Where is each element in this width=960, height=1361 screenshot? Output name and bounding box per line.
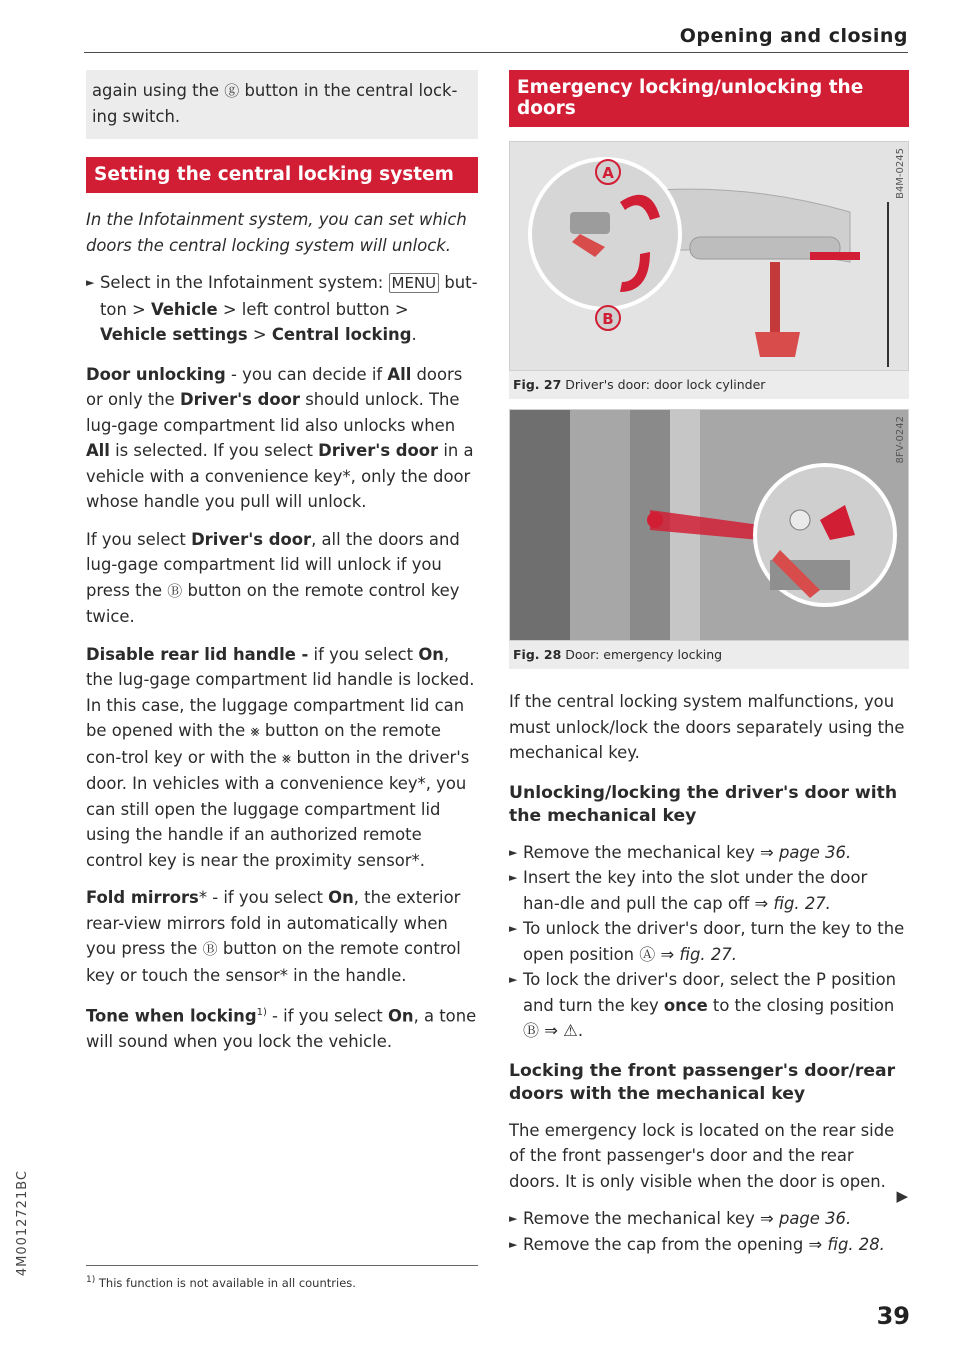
- passenger-door-subheading: Locking the front passenger's door/rear doors with the mechanical key: [509, 1060, 896, 1104]
- body-text: , the lug-gage compartment lid handle is locked. In this case, the luggage compartment lid can be opened with the: [86, 644, 475, 740]
- body-text: * - if you select: [198, 888, 329, 907]
- page-reference: ⇒ page 36.: [760, 1209, 852, 1228]
- fold-mirrors-paragraph: [86, 885, 478, 988]
- body-text: if you select: [308, 644, 419, 664]
- step-text: Remove the mechanical key: [523, 842, 760, 862]
- body-text: button in the driver's door. In vehicles with a convenience key*, you can still open the luggage compartment lid using the handle if an authorized remote control key is near the proximity sensor*.: [86, 747, 470, 870]
- menu-path-central-locking: Central locking: [271, 325, 412, 344]
- figure-label: Fig. 27: [513, 377, 562, 392]
- malfunction-intro: If the central locking system malfunctions, you must unlock/lock the doors separately using the mechanical key.: [509, 692, 905, 762]
- caption-text: Door: emergency locking: [565, 647, 723, 662]
- body-text: , all the doors and lug-gage compartment lid will unlock if you press the: [86, 529, 460, 600]
- body-text: , the exterior rear-view mirrors fold in automatically when you press the: [86, 888, 461, 958]
- section-title: Opening and closing: [679, 25, 908, 47]
- position-a-marker: Ⓐ: [639, 944, 656, 964]
- header-rule: [84, 52, 908, 53]
- drivers-door-subheading: Unlocking/locking the driver's door with the mechanical key: [509, 782, 898, 826]
- figure-28-caption: [509, 641, 909, 669]
- body-text: button on the remote control key twice.: [86, 580, 460, 626]
- footnote-text: This function is not available in all countries.: [98, 1275, 356, 1290]
- drivers-door-paragraph: [86, 527, 478, 630]
- step-text: To lock the driver's door, select the P position and turn the key: [523, 970, 896, 1015]
- figure-reference: ⇒ fig. 28.: [808, 1234, 885, 1254]
- figure-27: [509, 141, 909, 371]
- unlock-icon: Ⓑ: [167, 581, 183, 600]
- body-text: - if you select: [266, 1006, 388, 1026]
- continued-note: [86, 70, 478, 139]
- option-value: Driver's door: [318, 441, 439, 460]
- position-b-marker: Ⓑ: [523, 1021, 540, 1040]
- trunk-icon: ⨳: [250, 722, 260, 740]
- step-item: [509, 865, 909, 916]
- body-text: If you select: [86, 529, 192, 549]
- step-item: [509, 1206, 909, 1232]
- caption-text: Driver's door: door lock cylinder: [565, 377, 766, 392]
- step-item: [509, 1232, 909, 1258]
- step-text: >: [247, 325, 272, 344]
- figure-code: B4M-0245: [895, 148, 906, 199]
- emergency-heading: Emergency locking/unlocking the doors: [509, 70, 909, 127]
- option-label: Disable rear lid handle -: [86, 644, 309, 664]
- document-code: 4M0012721BC: [15, 1170, 30, 1277]
- footnote-mark: 1): [86, 1275, 96, 1285]
- menu-path-vehicle: Vehicle: [151, 299, 218, 319]
- step-text: to the closing position: [707, 995, 895, 1015]
- step-text: Remove the cap from the opening: [523, 1234, 809, 1254]
- body-text: - you can decide if: [225, 364, 388, 384]
- footnote-ref: 1): [256, 1007, 267, 1018]
- step-text: Select in the Infotainment system:: [100, 273, 389, 292]
- step-text: > left control button >: [217, 299, 409, 319]
- left-column: [86, 70, 478, 1054]
- continued-text: button in the central lock-ing switch.: [92, 81, 458, 126]
- emergency-lock-description: The emergency lock is located on the rear side of the front passenger's door and the rear doors. It is only visible when the door is open.: [509, 1120, 895, 1191]
- marker-a: A: [602, 164, 614, 182]
- right-column: [509, 70, 909, 1257]
- menu-key: MENU: [389, 273, 440, 293]
- option-value: All: [86, 441, 110, 460]
- step-text: .: [411, 325, 417, 344]
- emphasis-once: once: [663, 995, 708, 1015]
- option-label: Door unlocking: [86, 364, 226, 384]
- continued-text: again using the: [92, 81, 225, 100]
- body-text: in a vehicle with a convenience key*, only the door whose handle you pull will unlock.: [86, 441, 474, 511]
- setting-heading: Setting the central locking system: [86, 157, 478, 193]
- option-value: On: [387, 1006, 414, 1026]
- step-text: but-ton >: [100, 273, 478, 319]
- option-value: On: [418, 644, 444, 664]
- body-text: , a tone will sound when you lock the vehicle.: [86, 1006, 477, 1051]
- body-text: button on the remote control key or touch the sensor* in the handle.: [86, 939, 461, 985]
- option-value: All: [387, 364, 412, 384]
- option-value: On: [328, 888, 354, 907]
- lock-icon: Ⓑ: [202, 940, 218, 958]
- step-item: [86, 270, 478, 348]
- option-value: Driver's door: [191, 529, 312, 549]
- disable-rear-lid-paragraph: [86, 642, 478, 874]
- door-unlocking-paragraph: [86, 362, 478, 515]
- door-lock-cylinder-illustration: [510, 142, 908, 370]
- emergency-locking-illustration: [510, 410, 908, 640]
- step-item: [509, 967, 909, 1044]
- figure-27-caption: [509, 371, 909, 399]
- figure-code: 8FV-0242: [895, 416, 906, 464]
- marker-b: B: [602, 310, 614, 328]
- warning-reference: ⇒ ⚠.: [544, 1021, 584, 1040]
- menu-path-vehicle-settings: Vehicle settings: [100, 325, 248, 344]
- tone-paragraph: [86, 1000, 478, 1054]
- page-reference: ⇒ page 36.: [760, 842, 852, 862]
- body-text: doors or only the: [86, 364, 463, 409]
- step-item: [509, 840, 909, 866]
- figure-reference: ⇒ fig. 27.: [655, 944, 737, 964]
- body-text: should unlock. The lug-gage compartment lid also unlocks when: [86, 390, 460, 435]
- body-text: is selected. If you select: [109, 441, 319, 460]
- figure-reference: ⇒ fig. 27.: [754, 893, 831, 913]
- lock-icon: ⓖ: [224, 82, 240, 100]
- step-text: Remove the mechanical key: [523, 1209, 760, 1228]
- footnote: [86, 1275, 356, 1290]
- figure-28: [509, 409, 909, 641]
- continue-arrow-icon: ▶: [896, 1187, 908, 1205]
- option-label: Tone when locking: [86, 1006, 257, 1026]
- figure-label: Fig. 28: [513, 647, 562, 662]
- step-text: Insert the key into the slot under the door han-dle and pull the cap off: [523, 868, 868, 913]
- footnote-rule: [86, 1265, 478, 1266]
- page-number: 39: [876, 1302, 910, 1330]
- option-value: Driver's door: [179, 390, 300, 409]
- body-text: button on the remote con-trol key or with the: [86, 721, 441, 767]
- trunk-icon: ⨳: [281, 748, 292, 767]
- step-item: [509, 916, 909, 967]
- step-text: To unlock the driver's door, turn the key to the open position: [523, 919, 905, 964]
- option-label: Fold mirrors: [86, 888, 199, 907]
- intro-text: In the Infotainment system, you can set which doors the central locking system will unlock.: [86, 210, 467, 255]
